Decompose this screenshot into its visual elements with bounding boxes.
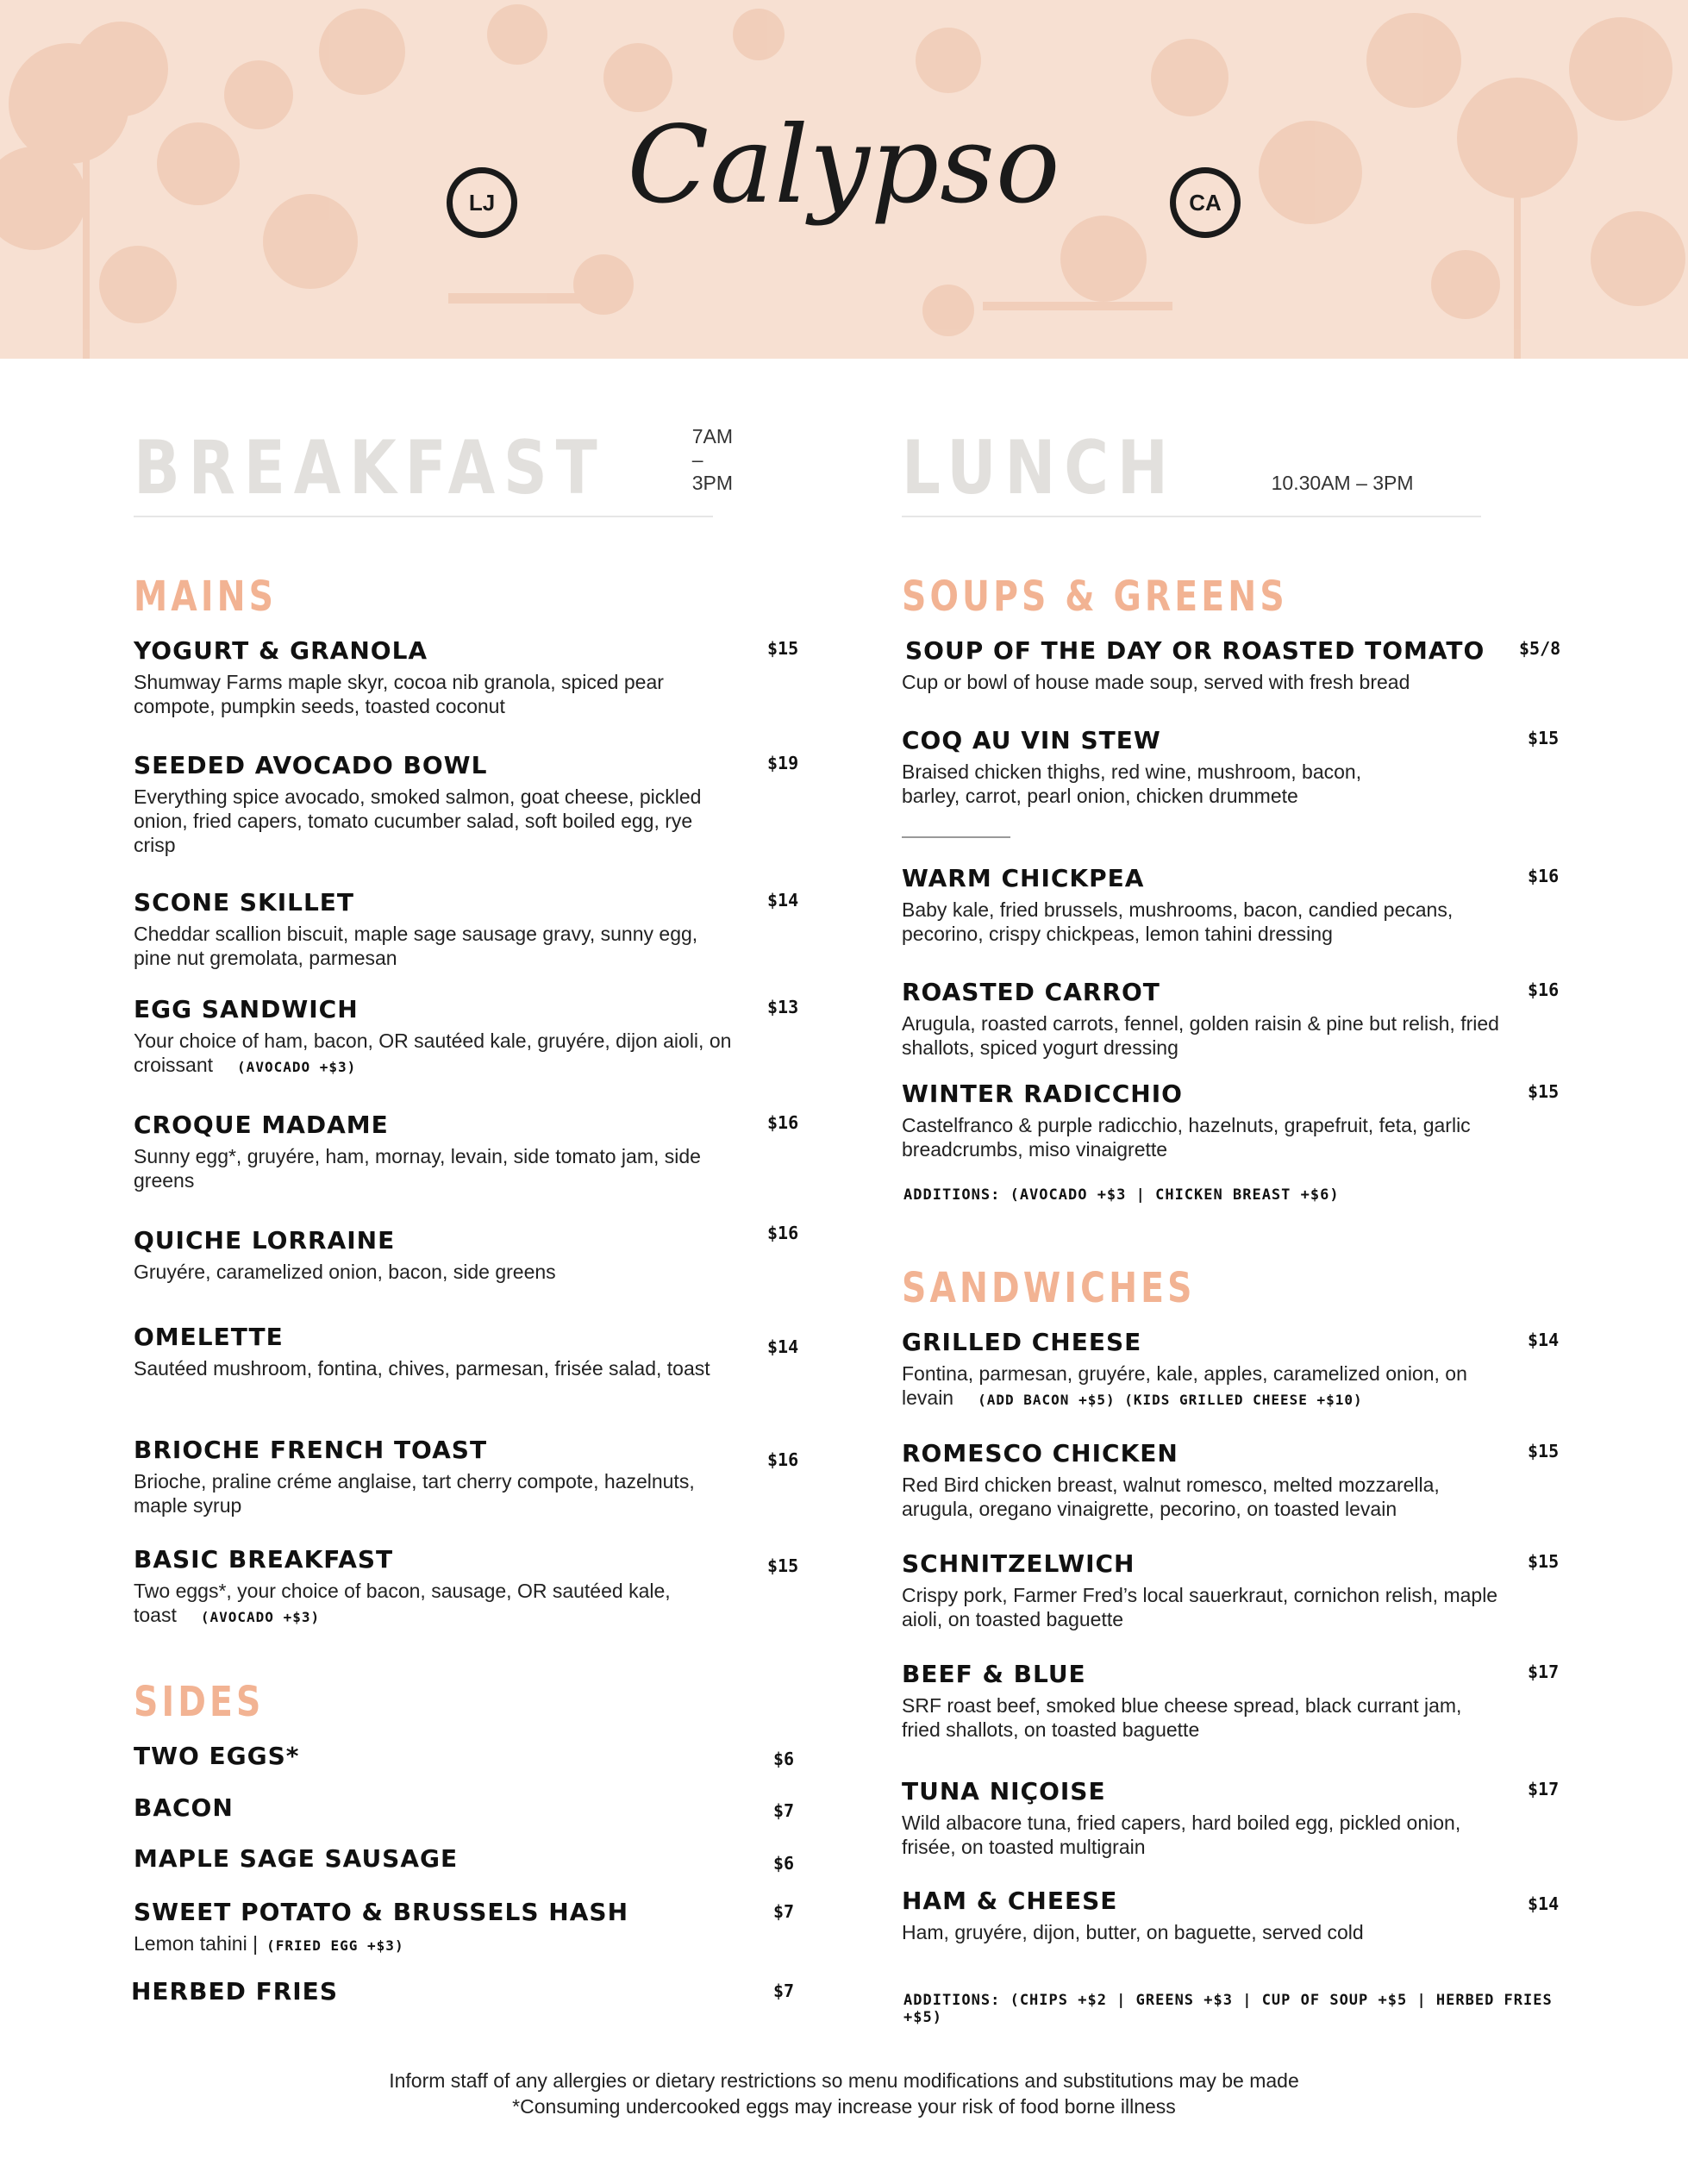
lunch-title: LUNCH <box>902 425 1177 511</box>
menu-item <box>134 1846 806 1873</box>
section-title-sides: SIDES <box>134 1678 265 1726</box>
menu-item <box>902 1328 1560 1412</box>
item-price: $14 <box>767 1336 799 1357</box>
item-price: $16 <box>1528 979 1560 1000</box>
item-description: Sunny egg*, gruyére, ham, mornay, levain, side tomato jam, side greens <box>134 1144 701 1192</box>
menu-item <box>902 978 1560 1060</box>
menu-item <box>902 1887 1560 1944</box>
item-name: BEEF & BLUE <box>902 1660 1086 1688</box>
lunch-header <box>902 425 1481 517</box>
breakfast-column <box>131 425 806 2006</box>
lunch-hours: 10.30AM – 3PM <box>1271 472 1414 494</box>
item-price: $17 <box>1528 1661 1560 1682</box>
item-name: ROASTED CARROT <box>902 978 1160 1006</box>
item-name: SOUP OF THE DAY OR ROASTED TOMATO <box>905 636 1485 665</box>
item-description: Wild albacore tuna, fried capers, hard boiled egg, pickled onion, frisée, on toasted multigrain <box>902 1811 1461 1858</box>
item-name: SWEET POTATO & BRUSSELS HASH <box>134 1898 629 1926</box>
item-price: $16 <box>767 1112 799 1133</box>
item-name: QUICHE LORRAINE <box>134 1226 396 1255</box>
item-description <box>134 1029 737 1079</box>
section-title-sandwiches: SANDWICHES <box>902 1264 1196 1312</box>
menu-item <box>902 864 1560 946</box>
item-name: HAM & CHEESE <box>902 1887 1118 1915</box>
item-note: (AVOCADO +$3) <box>237 1058 357 1075</box>
item-price: $6 <box>773 1749 795 1769</box>
item-price: $19 <box>767 753 799 773</box>
restaurant-logo: Calypso <box>627 103 1061 228</box>
item-name: SEEDED AVOCADO BOWL <box>134 751 488 779</box>
menu-item <box>134 1324 806 1380</box>
item-price: $5/8 <box>1519 638 1561 659</box>
item-description: Cup or bowl of house made soup, served with fresh bread <box>902 670 1410 693</box>
item-description: Brioche, praline créme anglaise, tart cherry compote, hazelnuts, maple syrup <box>134 1469 695 1517</box>
item-description: Crispy pork, Farmer Fred’s local sauerkraut, cornichon relish, maple aioli, on toasted baguette <box>902 1583 1498 1630</box>
item-price: $16 <box>767 1223 799 1243</box>
allergy-notice: Inform staff of any allergies or dietary restrictions so menu modifications and substitutions may be made <box>389 2069 1299 2092</box>
item-price: $15 <box>1528 1441 1560 1461</box>
section-divider <box>902 836 1010 838</box>
item-description: Baby kale, fried brussels, mushrooms, bacon, candied pecans, pecorino, crispy chickpeas, lemon tahini dressing <box>902 898 1454 945</box>
item-description: Shumway Farms maple skyr, cocoa nib granola, spiced pear compote, pumpkin seeds, toasted coconut <box>134 670 664 717</box>
item-description-text: Your choice of ham, bacon, OR sautéed kale, gruyére, dijon aioli, on croissant <box>134 1029 732 1076</box>
breakfast-header <box>134 425 734 517</box>
menu-item <box>902 1660 1560 1742</box>
item-description-text: Lemon tahini | <box>134 1931 259 1955</box>
item-price: $14 <box>1528 1330 1560 1350</box>
item-description: SRF roast beef, smoked blue cheese spread, black currant jam, fried shallots, on toasted baguette <box>902 1693 1462 1741</box>
item-price: $13 <box>767 997 799 1017</box>
section-title-soups-greens: SOUPS & GREENS <box>902 573 1288 621</box>
item-price: $15 <box>767 638 799 659</box>
badge-lj: LJ <box>447 167 517 238</box>
item-description: Ham, gruyére, dijon, butter, on baguette, served cold <box>902 1920 1364 1943</box>
item-note: (AVOCADO +$3) <box>200 1608 321 1625</box>
menu-item <box>902 1777 1560 1859</box>
item-description: Red Bird chicken breast, walnut romesco, melted mozzarella, arugula, oregano vinaigrette, pecorino, on toasted levain <box>902 1473 1440 1520</box>
item-price: $16 <box>767 1449 799 1470</box>
section-title-mains: MAINS <box>134 573 278 621</box>
item-name: HERBED FRIES <box>131 1977 338 2006</box>
menu-item <box>134 1437 806 1518</box>
item-price: $17 <box>1528 1779 1560 1799</box>
item-description <box>134 1579 737 1630</box>
menu-item <box>134 1743 806 1770</box>
item-name: CROQUE MADAME <box>134 1111 389 1139</box>
item-description: Everything spice avocado, smoked salmon, goat cheese, pickled onion, fried capers, tomato cucumber salad, soft boiled egg, rye crisp <box>134 785 702 856</box>
item-price: $7 <box>773 1800 795 1821</box>
item-note: (FRIED EGG +$3) <box>266 1937 404 1954</box>
menu-item <box>134 1899 806 1958</box>
item-name: BRIOCHE FRENCH TOAST <box>134 1436 488 1464</box>
item-name: WARM CHICKPEA <box>902 864 1145 892</box>
item-description: Sautéed mushroom, fontina, chives, parmesan, frisée salad, toast <box>134 1356 710 1380</box>
item-description: Castelfranco & purple radicchio, hazelnuts, grapefruit, feta, garlic breadcrumbs, miso vinaigrette <box>902 1113 1471 1161</box>
item-price: $7 <box>773 1981 795 2001</box>
item-description: Gruyére, caramelized onion, bacon, side greens <box>134 1260 556 1283</box>
item-name: EGG SANDWICH <box>134 995 359 1023</box>
soups-additions: ADDITIONS: (AVOCADO +$3 | CHICKEN BREAST +$6) <box>903 1186 1340 1204</box>
menu-item <box>134 753 806 857</box>
item-name: MAPLE SAGE SAUSAGE <box>134 1844 459 1873</box>
item-description: Cheddar scallion biscuit, maple sage sausage gravy, sunny egg, pine nut gremolata, parmesan <box>134 922 698 969</box>
item-price: $16 <box>1528 866 1560 886</box>
item-description-text: Two eggs*, your choice of bacon, sausage, OR sautéed kale, toast <box>134 1579 671 1626</box>
menu-item <box>902 1439 1560 1521</box>
item-price: $15 <box>767 1555 799 1576</box>
item-name: BACON <box>134 1793 234 1822</box>
item-name: SCONE SKILLET <box>134 888 355 917</box>
item-note: (ADD BACON +$5) (KIDS GRILLED CHEESE +$10) <box>978 1391 1363 1408</box>
item-price: $15 <box>1528 728 1560 748</box>
item-name: ROMESCO CHICKEN <box>902 1439 1178 1467</box>
item-description <box>134 1931 737 1958</box>
badge-ca: CA <box>1170 167 1241 238</box>
menu-item <box>131 1979 803 2006</box>
item-price: $7 <box>773 1901 795 1922</box>
raw-egg-warning: *Consuming undercooked eggs may increase your risk of food borne illness <box>512 2095 1176 2118</box>
item-name: COQ AU VIN STEW <box>902 726 1161 754</box>
lunch-column <box>902 425 1561 2026</box>
item-price: $6 <box>773 1853 795 1874</box>
item-name: TUNA NIÇOISE <box>902 1777 1106 1805</box>
menu-item <box>902 1079 1560 1161</box>
item-name: BASIC BREAKFAST <box>134 1545 394 1574</box>
sandwiches-additions: ADDITIONS: (CHIPS +$2 | GREENS +$3 | CUP OF SOUP +$5 | HERBED FRIES +$5) <box>903 1992 1553 2026</box>
item-name: SCHNITZELWICH <box>902 1549 1135 1578</box>
menu-item <box>134 1795 806 1822</box>
menu-item <box>134 997 806 1079</box>
item-name: WINTER RADICCHIO <box>902 1079 1183 1108</box>
breakfast-title: BREAKFAST <box>134 425 606 511</box>
item-description <box>902 1361 1505 1412</box>
menu-item <box>134 1223 806 1284</box>
breakfast-hours: 7AM – 3PM <box>691 425 734 494</box>
menu-footer <box>0 2068 1688 2119</box>
item-description-text: Fontina, parmesan, gruyére, kale, apples, caramelized onion, on levain <box>902 1361 1467 1409</box>
item-price: $14 <box>767 890 799 911</box>
menu-item <box>134 1547 806 1630</box>
menu-header <box>0 0 1688 359</box>
item-price: $15 <box>1528 1081 1560 1102</box>
item-name: YOGURT & GRANOLA <box>134 636 428 665</box>
menu-item <box>902 636 1561 694</box>
item-name: OMELETTE <box>134 1323 284 1351</box>
menu-item <box>902 726 1560 808</box>
menu-item <box>134 1112 806 1192</box>
item-name: TWO EGGS* <box>134 1742 300 1770</box>
menu-item <box>902 1549 1560 1631</box>
item-price: $15 <box>1528 1551 1560 1572</box>
item-description: Braised chicken thighs, red wine, mushroom, bacon, barley, carrot, pearl onion, chicken drummete <box>902 760 1362 807</box>
menu-item <box>134 638 806 718</box>
item-name: GRILLED CHEESE <box>902 1328 1142 1356</box>
menu-item <box>134 890 806 970</box>
item-price: $14 <box>1528 1893 1560 1914</box>
item-description: Arugula, roasted carrots, fennel, golden raisin & pine but relish, fried shallots, spiced yogurt dressing <box>902 1011 1499 1059</box>
